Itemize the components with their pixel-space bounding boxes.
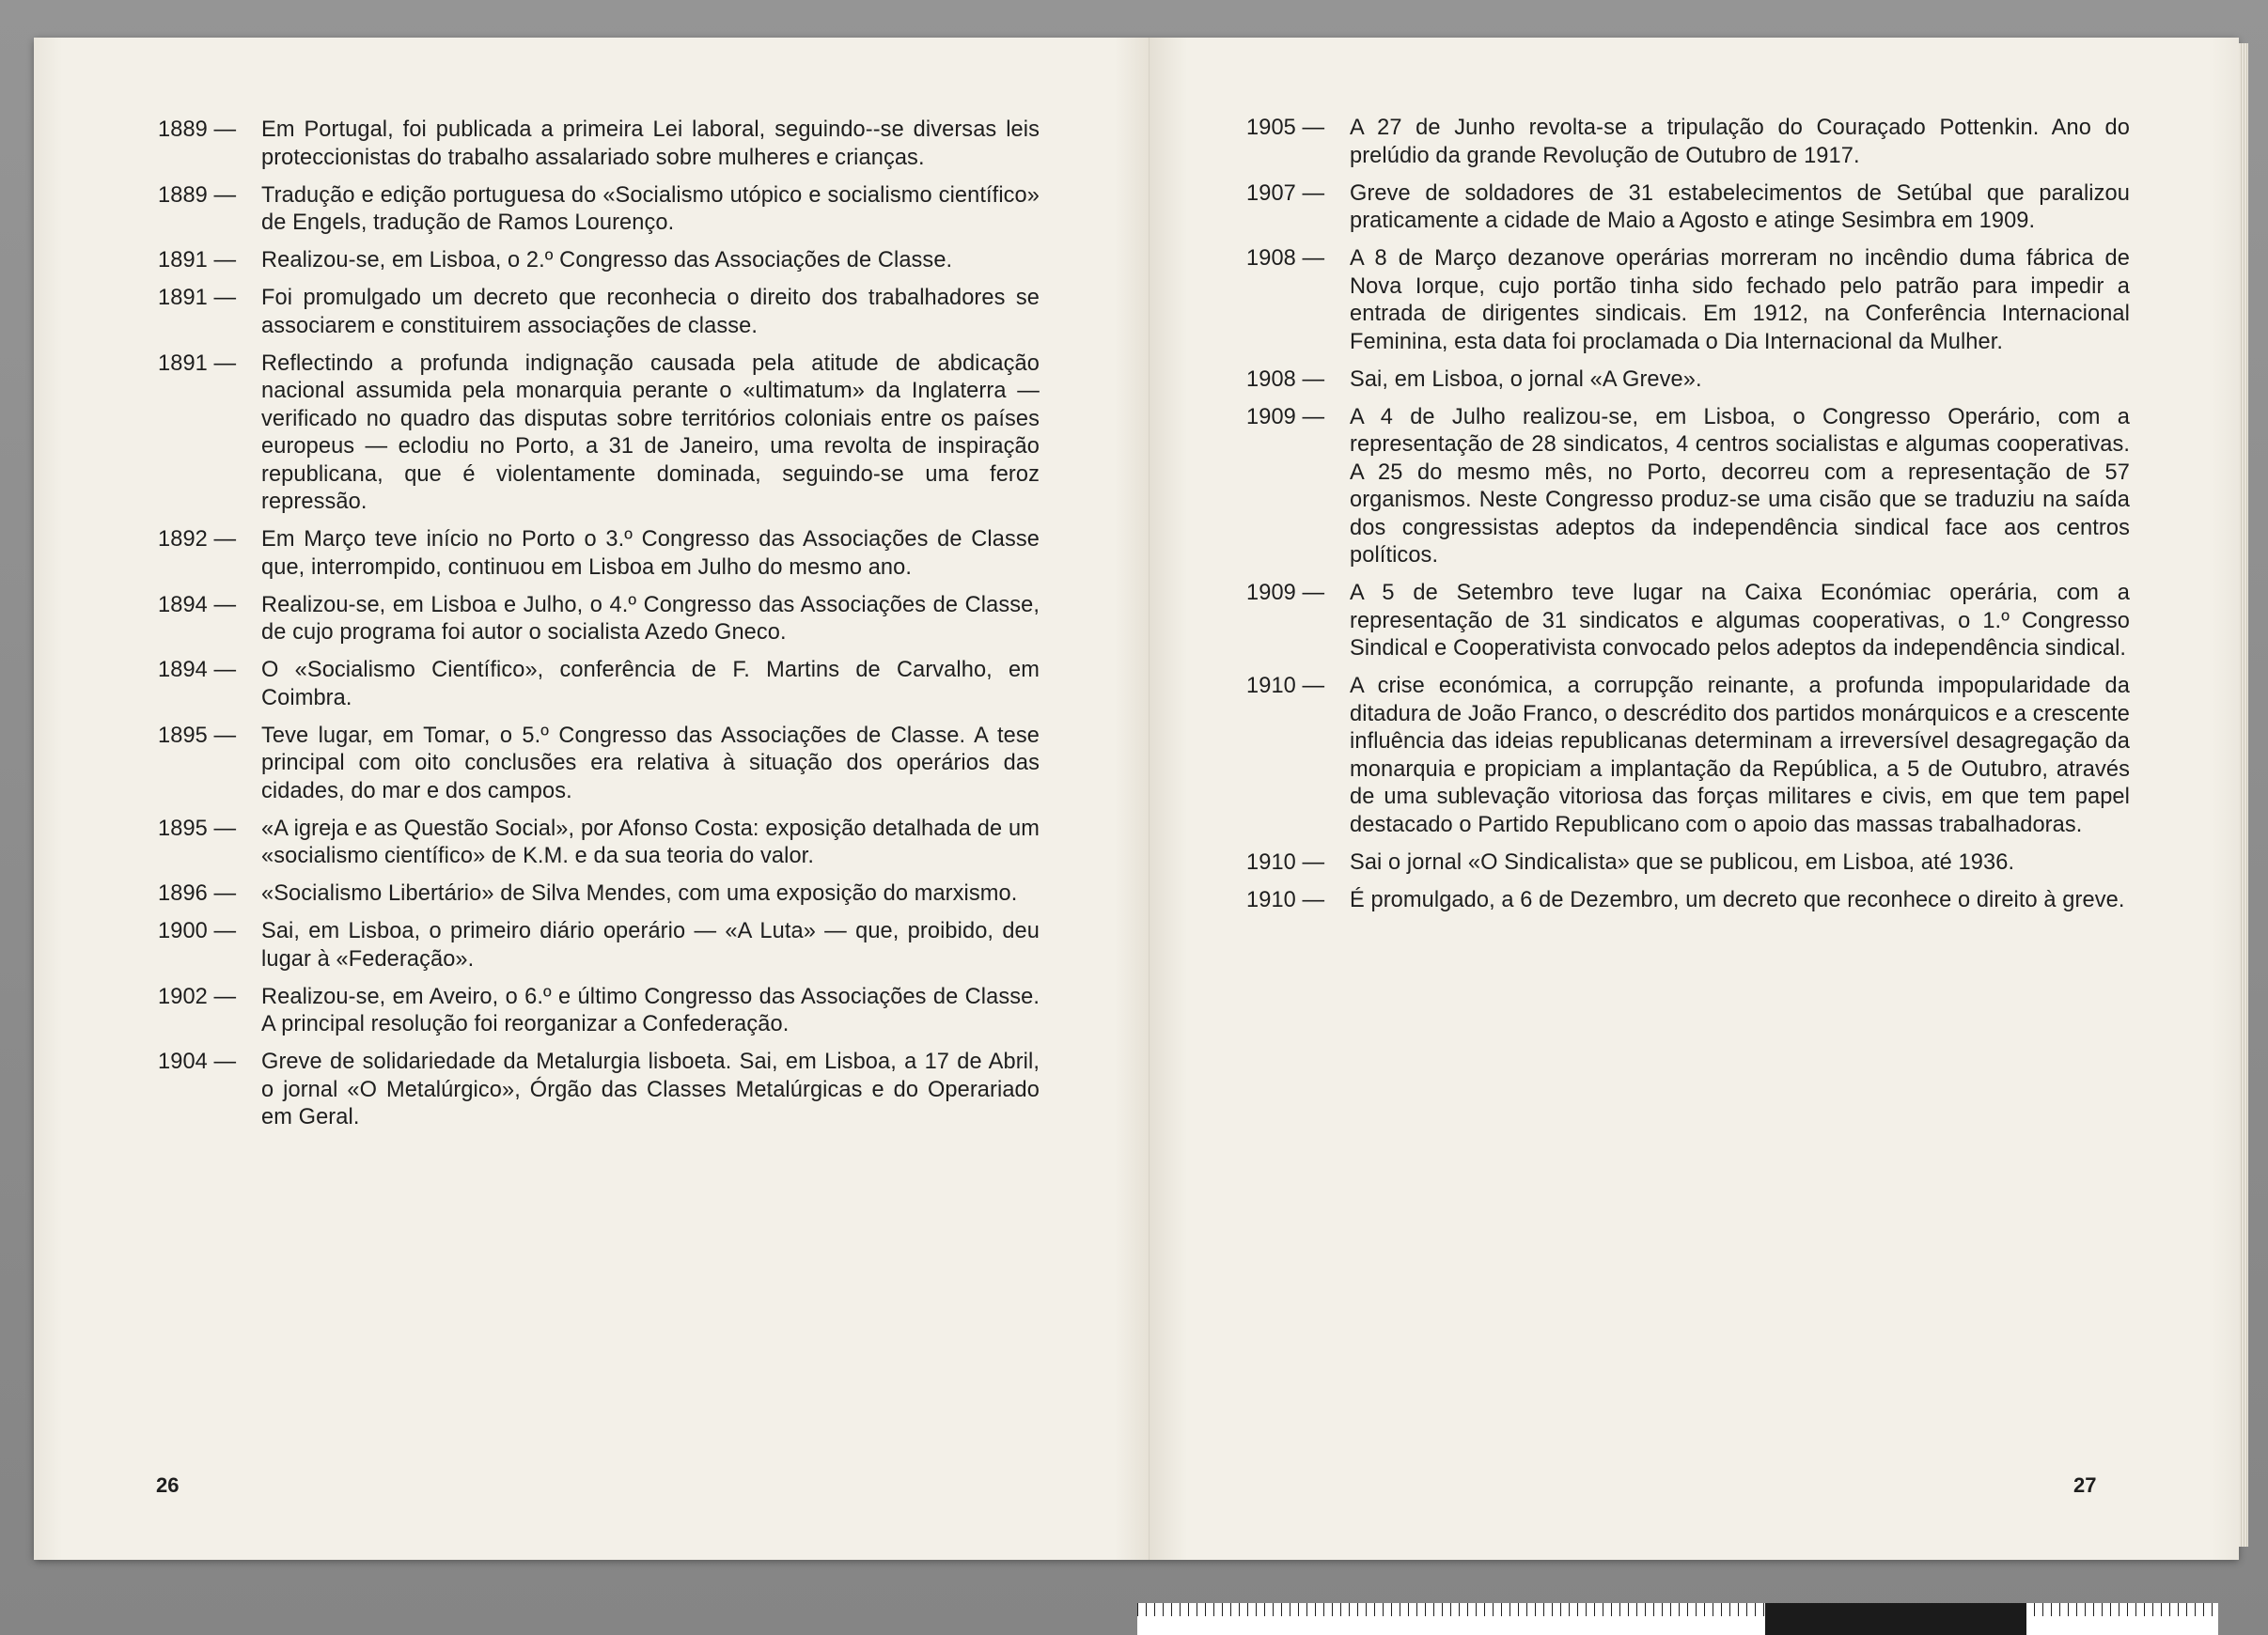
entry-year: 1891 — [158,248,237,272]
chronology-entry [158,984,1040,1039]
chronology-entry [158,182,1040,238]
page-edges [2239,43,2248,1547]
entry-text: Realizou-se, em Aveiro, o 6.º e último Congresso das Associações de Classe. A principal resolução foi reorganizar a Confederação. [261,984,1040,1036]
left-page-chronology [158,117,1040,1142]
chronology-entry [158,247,1040,275]
entry-year: 1895 — [158,723,237,748]
entry-year: 1910 — [1246,849,1325,875]
entry-year: 1895 — [158,816,237,841]
entry-year: 1894 — [158,592,237,617]
ruler-black-segment [1765,1603,2026,1635]
page-number-right: 27 [2073,1473,2097,1497]
ruler-ticks [1137,1603,2218,1616]
entry-text: Sai o jornal «O Sindicalista» que se publicou, em Lisboa, até 1936. [1350,849,2015,875]
entry-text: Tradução e edição portuguesa do «Socialismo utópico e socialismo científico» de Engels, tradução de Ramos Lourenço. [261,182,1040,235]
chronology-entry [158,117,1040,172]
chronology-entry [1246,849,2130,878]
entry-text: É promulgado, a 6 de Dezembro, um decreto que reconhece o direito à greve. [1350,887,2125,912]
entry-text: Greve de solidariedade da Metalurgia lisboeta. Sai, em Lisboa, a 17 de Abril, o jornal «O Metalúrgico», Órgão das Classes Metalúrgicas e do Operariado em Geral. [261,1050,1040,1129]
chronology-entry [158,350,1040,517]
entry-text: O «Socialismo Científico», conferência de F. Martins de Carvalho, em Coimbra. [261,658,1040,710]
chronology-entry [158,723,1040,806]
entry-text: Realizou-se, em Lisboa, o 2.º Congresso das Associações de Classe. [261,248,953,272]
chronology-entry [158,918,1040,973]
entry-text: Em Portugal, foi publicada a primeira Lei laboral, seguindo--se diversas leis proteccionistas do trabalho assalariado sobre mulheres e crianças. [261,117,1040,170]
entry-text: Teve lugar, em Tomar, o 5.º Congresso das Associações de Classe. A tese principal com oito conclusões era relativa à situação dos operários das cidades, do mar e dos campos. [261,723,1040,803]
entry-year: 1891 — [158,286,237,310]
chronology-entry [1246,673,2130,839]
entry-year: 1905 — [1246,116,1325,140]
chronology-entry [158,816,1040,871]
scale-ruler [1137,1603,2218,1635]
entry-year: 1894 — [158,658,237,682]
right-page-chronology [1246,115,2130,925]
chronology-entry [1246,180,2130,236]
chronology-entry [158,1049,1040,1132]
chronology-entry [158,526,1040,582]
entry-year: 1909 — [1246,404,1325,429]
entry-year: 1900 — [158,919,237,943]
entry-text: A 5 de Setembro teve lugar na Caixa Económiac operária, com a representação de 31 sindicatos e algumas cooperativas, o 1.º Congresso Sindical e Cooperativista convocado pelos adeptos da independência sindical. [1350,581,2130,661]
entry-text: «Socialismo Libertário» de Silva Mendes, com uma exposição do marxismo. [261,881,1018,906]
entry-year: 1910 — [1246,887,1325,912]
entry-text: A crise económica, a corrupção reinante, a profunda impopularidade da ditadura de João Franco, o descrédito dos partidos monárquicos e a crescente influência das ideias republicanas determinam a irreversível desagregação da monarquia e propiciam a implantação da República, a 5 de Outubro, através de uma sublevação vitoriosa das forças militares e civis, em que tem papel destacado o Partido Republicano com o apoio das massas trabalhadoras. [1350,674,2130,837]
entry-year: 1896 — [158,881,237,906]
entry-year: 1892 — [158,527,237,552]
entry-text: A 8 de Março dezanove operárias morreram no incêndio duma fábrica de Nova Iorque, cujo portão tinha sido fechado pelo patrão para impedir a entrada de dirigentes sindicais. Em 1912, na Conferência Internacional Feminina, esta data foi proclamada o Dia Internacional da Mulher. [1350,246,2130,354]
chronology-entry [158,657,1040,712]
entry-year: 1910 — [1246,674,1325,698]
chronology-entry [158,880,1040,909]
chronology-entry [1246,404,2130,570]
chronology-entry [1246,580,2130,663]
entry-text: A 4 de Julho realizou-se, em Lisboa, o Congresso Operário, com a representação de 28 sindicatos, 4 centros socialistas e algumas cooperativas. A 25 do mesmo mês, no Porto, decorreu com a representação de 57 organismos. Neste Congresso produz-se uma cisão que se traduziu na saída dos congressistas adeptos da independência sindical face aos centros políticos. [1350,404,2130,568]
entry-year: 1902 — [158,984,237,1009]
entry-year: 1891 — [158,350,237,376]
chronology-entry [1246,366,2130,395]
chronology-entry [1246,245,2130,356]
entry-text: Realizou-se, em Lisboa e Julho, o 4.º Congresso das Associações de Classe, de cujo programa foi autor o socialista Azedo Gneco. [261,592,1040,645]
entry-year: 1908 — [1246,246,1325,271]
chronology-entry [1246,115,2130,170]
entry-text: Sai, em Lisboa, o jornal «A Greve». [1350,366,1702,392]
entry-text: Em Março teve início no Porto o 3.º Congresso das Associações de Classe que, interrompido, continuou em Lisboa em Julho do mesmo ano. [261,527,1040,580]
entry-text: Foi promulgado um decreto que reconhecia o direito dos trabalhadores se associarem e constituirem associações de classe. [261,286,1040,338]
chronology-entry [1246,887,2130,915]
entry-year: 1889 — [158,117,237,142]
entry-text: Reflectindo a profunda indignação causada pela atitude de abdicação nacional assumida pela monarquia perante o «ultimatum» da Inglaterra — verificado no quadro das disputas sobre territórios coloniais entre os países europeus — eclodiu no Porto, a 31 de Janeiro, uma revolta de inspiração republicana, que é violentamente dominada, seguindo-se uma feroz repressão. [261,350,1040,514]
entry-text: Greve de soldadores de 31 estabelecimentos de Setúbal que paralizou praticamente a cidade de Maio a Agosto e atinge Sesimbra em 1909. [1350,180,2130,233]
chronology-entry [158,592,1040,647]
entry-year: 1907 — [1246,180,1325,206]
entry-year: 1908 — [1246,366,1325,392]
entry-text: A 27 de Junho revolta-se a tripulação do Couraçado Pottenkin. Ano do prelúdio da grande Revolução de Outubro de 1917. [1350,116,2130,168]
entry-year: 1904 — [158,1050,237,1074]
entry-text: «A igreja e as Questão Social», por Afonso Costa: exposição detalhada de um «socialismo científico» de K.M. e da sua teoria do valor. [261,816,1040,868]
entry-year: 1889 — [158,182,237,208]
chronology-entry [158,285,1040,340]
entry-text: Sai, em Lisboa, o primeiro diário operário — «A Luta» — que, proibido, deu lugar à «Federação». [261,919,1040,972]
entry-year: 1909 — [1246,581,1325,605]
page-number-left: 26 [156,1473,180,1497]
